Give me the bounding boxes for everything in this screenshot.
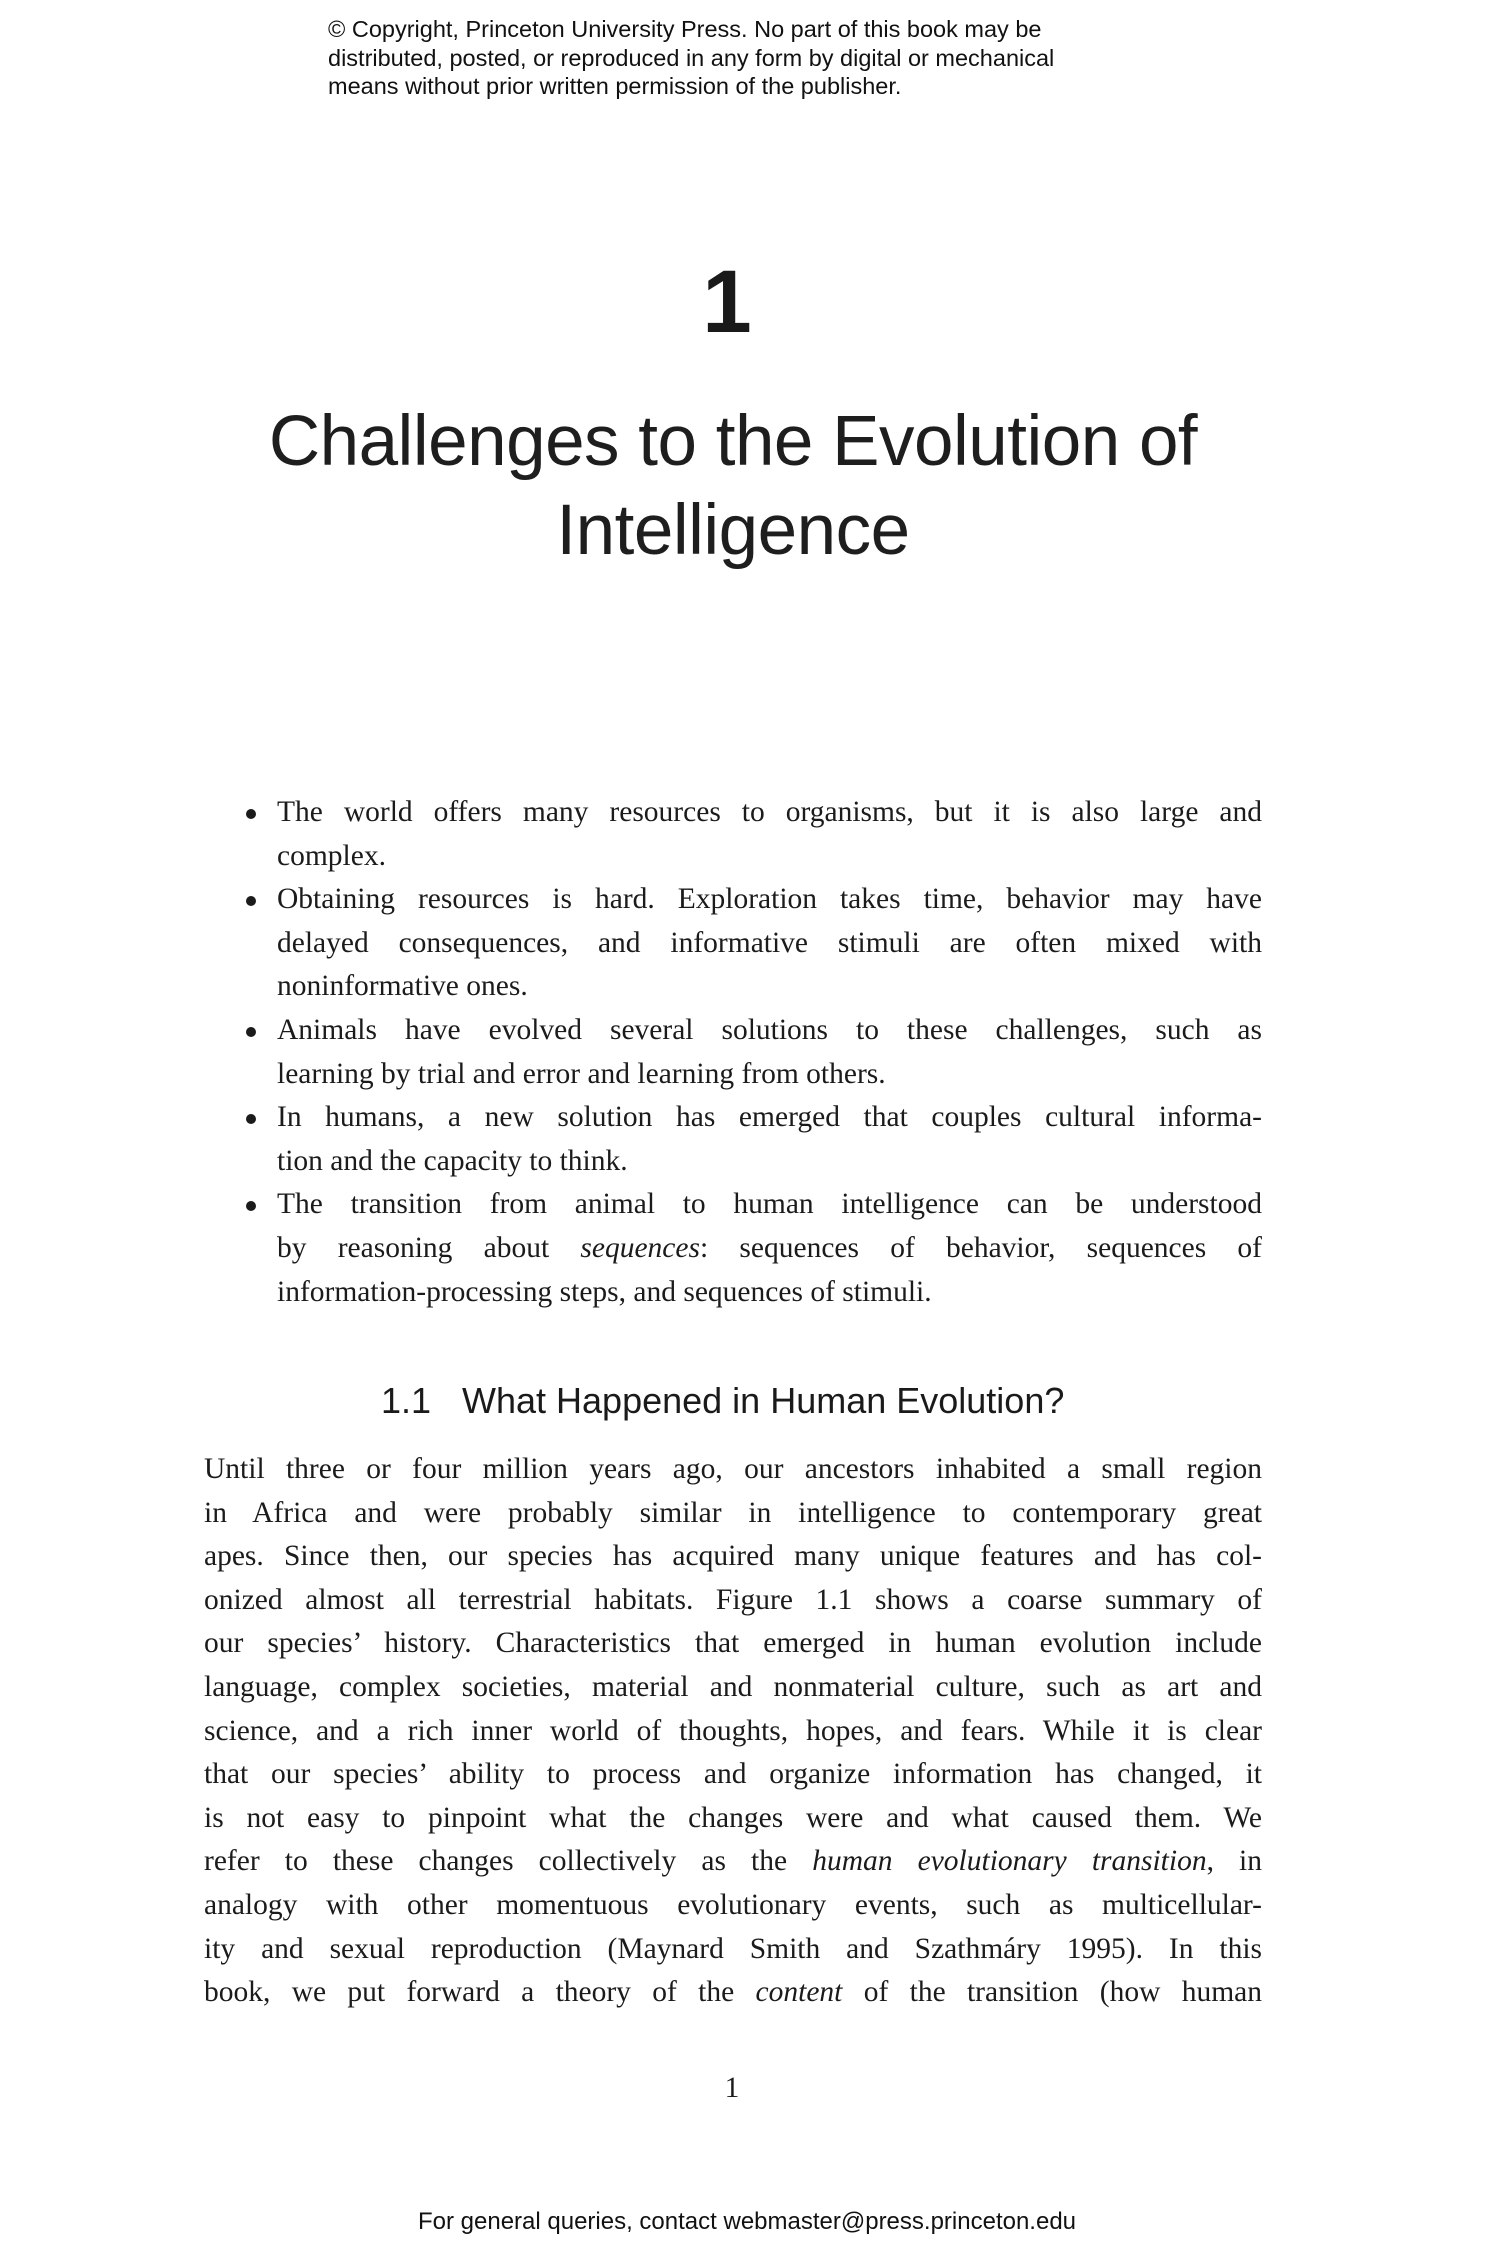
text-segment: our species’ history. Characteristics that emerged in human evolution include xyxy=(204,1627,1262,1660)
bullet-dot-icon xyxy=(246,809,256,819)
paragraph-line xyxy=(204,1622,1262,1666)
bullet-line xyxy=(277,1009,1262,1053)
bullet-dot-icon xyxy=(246,1114,256,1124)
paragraph-line xyxy=(204,1710,1262,1754)
text-segment: Obtaining resources is hard. Exploration takes time, behavior may have xyxy=(277,883,1262,916)
text-segment: complex. xyxy=(277,839,386,872)
section-title: What Happened in Human Evolution? xyxy=(462,1380,1065,1421)
bullet-line xyxy=(277,1227,1262,1271)
text-segment: information-processing steps, and sequences of stimuli. xyxy=(277,1275,932,1308)
text-segment: , in xyxy=(1206,1845,1263,1878)
text-segment: apes. Since then, our species has acquired many unique features and has col- xyxy=(204,1540,1262,1573)
bullet-line xyxy=(277,791,1262,835)
text-segment: is not easy to pinpoint what the changes were and what caused them. We xyxy=(204,1801,1262,1834)
text-segment: that our species’ ability to process and organize information has changed, it xyxy=(204,1758,1262,1791)
bullet-line xyxy=(277,1183,1262,1227)
text-segment: refer to these changes collectively as the xyxy=(204,1845,813,1878)
bullet-line xyxy=(277,1053,1262,1097)
copyright-notice xyxy=(328,15,1228,101)
footer-contact: For general queries, contact webmaster@press.princeton.edu xyxy=(417,2208,1077,2235)
text-segment: book, we put forward a theory of the xyxy=(204,1976,756,2009)
bullet-line xyxy=(277,878,1262,922)
italic-term: human evolutionary transition xyxy=(812,1845,1207,1878)
copyright-line: distributed, posted, or reproduced in any form by digital or mechanical xyxy=(328,44,1055,71)
chapter-title-line: Challenges to the Evolution of xyxy=(268,402,1198,481)
text-segment: in Africa and were probably similar in intelligence to contemporary great xyxy=(204,1496,1262,1529)
paragraph-line xyxy=(204,1535,1262,1579)
paragraph-line xyxy=(204,1971,1262,2015)
text-segment: of the transition (how human xyxy=(842,1976,1262,2009)
bullet-dot-icon xyxy=(246,1201,256,1211)
paragraph-line xyxy=(204,1884,1262,1928)
text-segment: : sequences of behavior, sequences of xyxy=(699,1232,1262,1264)
text-segment: The transition from animal to human intelligence can be understood xyxy=(277,1188,1262,1221)
bullet-line xyxy=(277,1140,1262,1184)
text-segment: science, and a rich inner world of thoughts, hopes, and fears. While it is clear xyxy=(204,1714,1262,1747)
bullet-line xyxy=(277,965,1262,1009)
text-segment: ity and sexual reproduction (Maynard Smith and Szathmáry 1995). In this xyxy=(204,1932,1262,1965)
text-segment: Until three or four million years ago, our ancestors inhabited a small region xyxy=(204,1453,1262,1485)
section-number: 1.1 xyxy=(381,1380,432,1421)
text-segment: learning by trial and error and learning from others. xyxy=(277,1057,886,1090)
text-segment: by reasoning about xyxy=(277,1232,581,1264)
paragraph-line xyxy=(204,1840,1262,1884)
section-heading xyxy=(381,1379,1064,1423)
paragraph-line xyxy=(204,1492,1262,1536)
text-segment: analogy with other momentuous evolutionary events, such as multicellular- xyxy=(204,1889,1262,1921)
paragraph-line xyxy=(204,1448,1262,1492)
text-segment: Animals have evolved several solutions to these challenges, such as xyxy=(277,1014,1262,1046)
bullet-dot-icon xyxy=(246,1027,256,1037)
paragraph-line xyxy=(204,1928,1262,1972)
text-segment: noninformative ones. xyxy=(277,970,528,1003)
italic-term: content xyxy=(755,1976,843,2009)
paragraph-line xyxy=(204,1753,1262,1797)
chapter-title xyxy=(0,397,1466,575)
chapter-title-line: Intelligence xyxy=(556,491,910,570)
bullet-line xyxy=(277,1096,1262,1140)
text-segment: In humans, a new solution has emerged that couples cultural informa- xyxy=(277,1101,1262,1134)
copyright-line: © Copyright, Princeton University Press. No part of this book may be xyxy=(328,16,1042,42)
chapter-number: 1 xyxy=(702,251,752,351)
bullet-line xyxy=(277,1271,1262,1315)
bullet-dot-icon xyxy=(246,896,256,906)
italic-term: sequences xyxy=(580,1232,700,1264)
text-segment: onized almost all terrestrial habitats. Figure 1.1 shows a coarse summary of xyxy=(204,1583,1262,1616)
page-number: 1 xyxy=(724,2072,740,2104)
paragraph-line xyxy=(204,1579,1262,1623)
bullet-line xyxy=(277,922,1262,966)
copyright-line: means without prior written permission of the publisher. xyxy=(328,73,902,99)
text-segment: The world offers many resources to organisms, but it is also large and xyxy=(277,796,1262,828)
text-segment: language, complex societies, material and nonmaterial culture, such as art and xyxy=(204,1671,1262,1703)
paragraph-line xyxy=(204,1666,1262,1710)
paragraph-line xyxy=(204,1797,1262,1841)
text-segment: delayed consequences, and informative stimuli are often mixed with xyxy=(277,926,1262,959)
bullet-line xyxy=(277,835,1262,879)
text-segment: tion and the capacity to think. xyxy=(277,1144,628,1177)
